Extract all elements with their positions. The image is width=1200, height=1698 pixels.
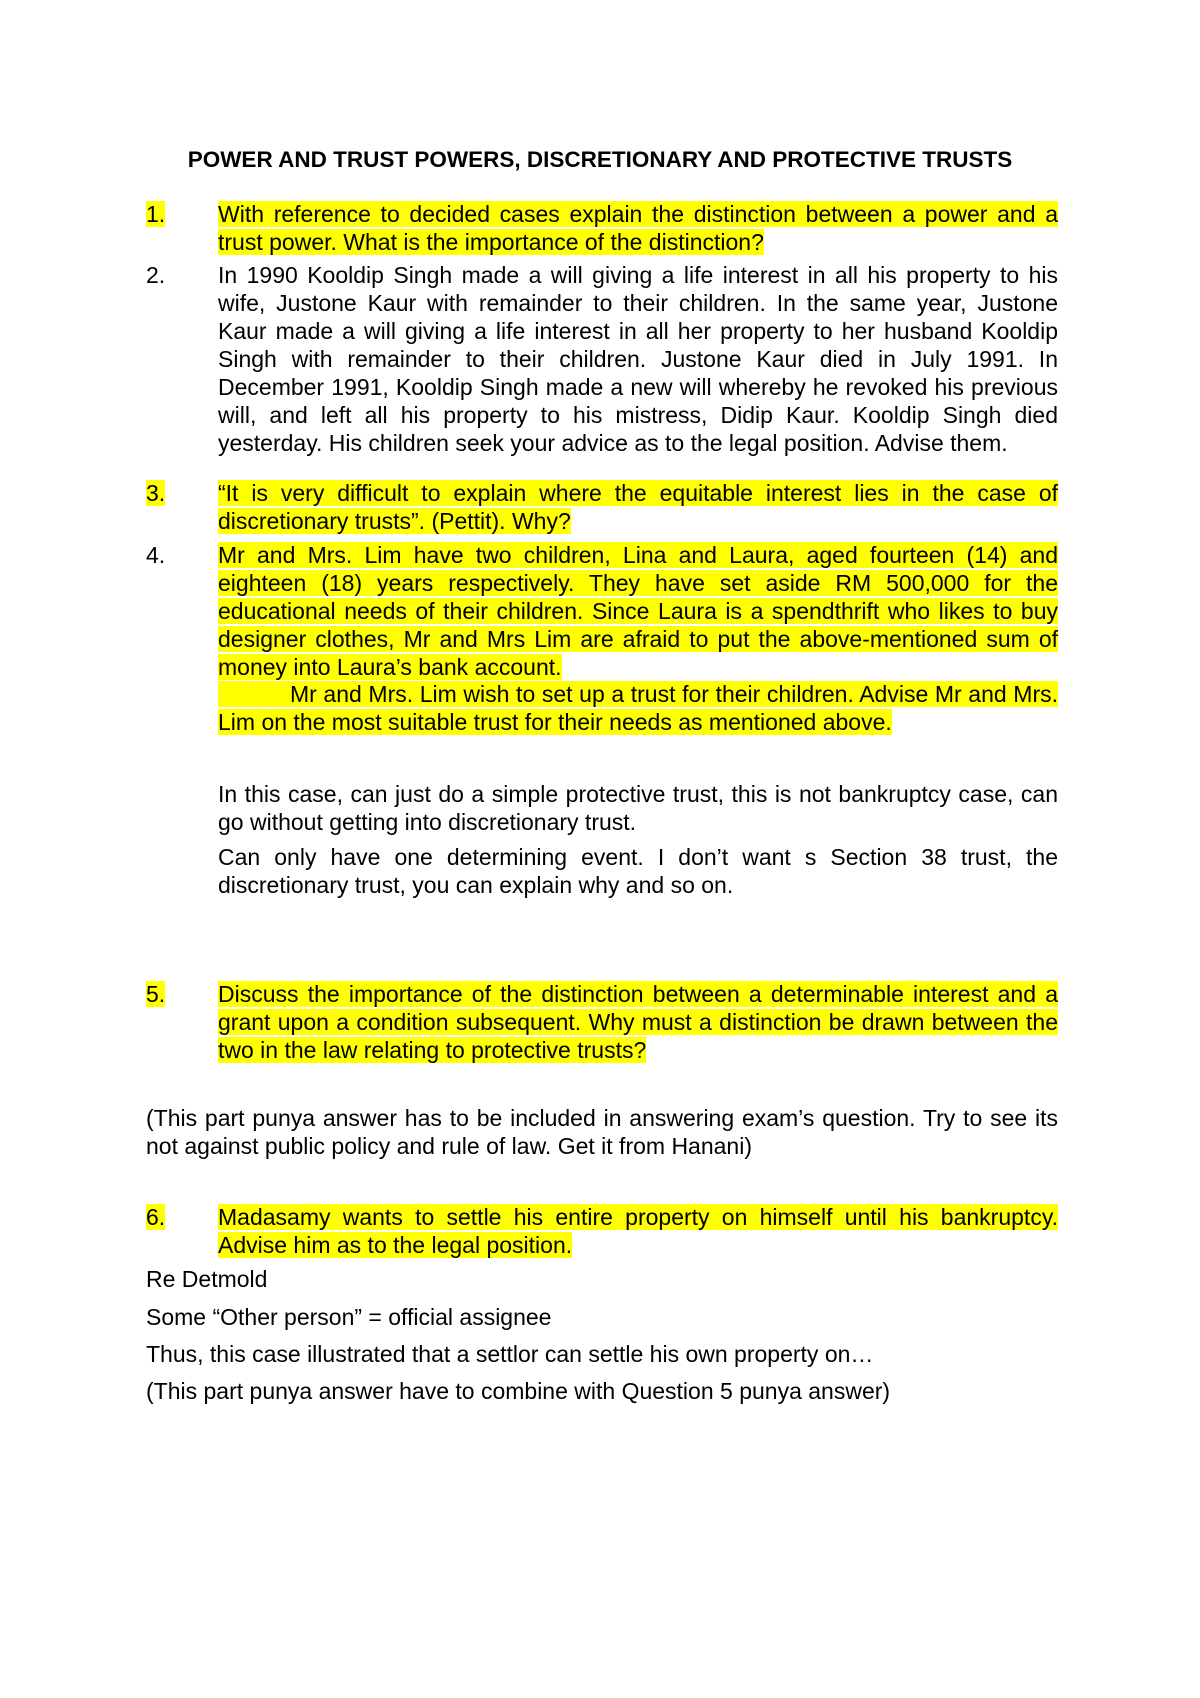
- question-1-number: 1.: [146, 201, 166, 227]
- question-4-number: 4.: [146, 542, 166, 568]
- question-6-number: 6.: [146, 1204, 166, 1230]
- question-3-number: 3.: [146, 480, 166, 506]
- question-2-number: 2.: [146, 262, 166, 288]
- question-6-note-1: Re Detmold: [146, 1266, 268, 1292]
- page-title: POWER AND TRUST POWERS, DISCRETIONARY AND PROTECTIVE TRUSTS: [187, 147, 1013, 172]
- question-5-number: 5.: [146, 981, 166, 1007]
- question-4-text: Mr and Mrs. Lim have two children, Lina and Laura, aged fourteen (14) and eighteen (18) years respectively. They have set aside RM 500,000 for the educational needs of their children. Since Laura is a spendthrift who likes to buy designer clothes, Mr and Mrs Lim are afraid to put the above-mentioned sum of money into Laura’s bank account.: [218, 542, 1058, 680]
- question-6-text: Madasamy wants to settle his entire property on himself until his bankruptcy. Advise him as to the legal position.: [218, 1204, 1058, 1258]
- question-5-text: Discuss the importance of the distinction between a determinable interest and a grant upon a condition subsequent. Why must a distinction be drawn between the two in the law relating to protective trusts?: [218, 981, 1058, 1063]
- question-6-note-4: (This part punya answer have to combine with Question 5 punya answer): [146, 1378, 891, 1404]
- question-4-paragraph-2: [218, 680, 1058, 736]
- question-6-note-2: Some “Other person” = official assignee: [146, 1304, 552, 1330]
- question-4-note-1: In this case, can just do a simple protective trust, this is not bankruptcy case, can go without getting into discretionary trust.: [218, 781, 1058, 835]
- question-4-note-2: Can only have one determining event. I don’t want s Section 38 trust, the discretionary trust, you can explain why and so on.: [218, 844, 1058, 898]
- question-1-text: With reference to decided cases explain the distinction between a power and a trust power. What is the importance of the distinction?: [218, 201, 1058, 255]
- question-3-text: “It is very difficult to explain where the equitable interest lies in the case of discretionary trusts”. (Pettit). Why?: [218, 480, 1058, 534]
- question-4-text-2: Mr and Mrs. Lim wish to set up a trust for their children. Advise Mr and Mrs. Lim on the most suitable trust for their needs as mentioned above.: [218, 681, 1058, 735]
- question-5-note: (This part punya answer has to be included in answering exam’s question. Try to see its not against public policy and rule of law. Get it from Hanani): [146, 1105, 1058, 1159]
- question-2-text: In 1990 Kooldip Singh made a will giving a life interest in all his property to his wife, Justone Kaur with remainder to their children. In the same year, Justone Kaur made a will giving a life interest in all her property to her husband Kooldip Singh with remainder to their children. Justone Kaur died in July 1991. In December 1991, Kooldip Singh made a new will whereby he revoked his previous will, and left all his property to his mistress, Didip Kaur. Kooldip Singh died yesterday. His children seek your advice as to the legal position. Advise them.: [218, 262, 1058, 456]
- question-6-note-3: Thus, this case illustrated that a settlor can settle his own property on…: [146, 1341, 874, 1367]
